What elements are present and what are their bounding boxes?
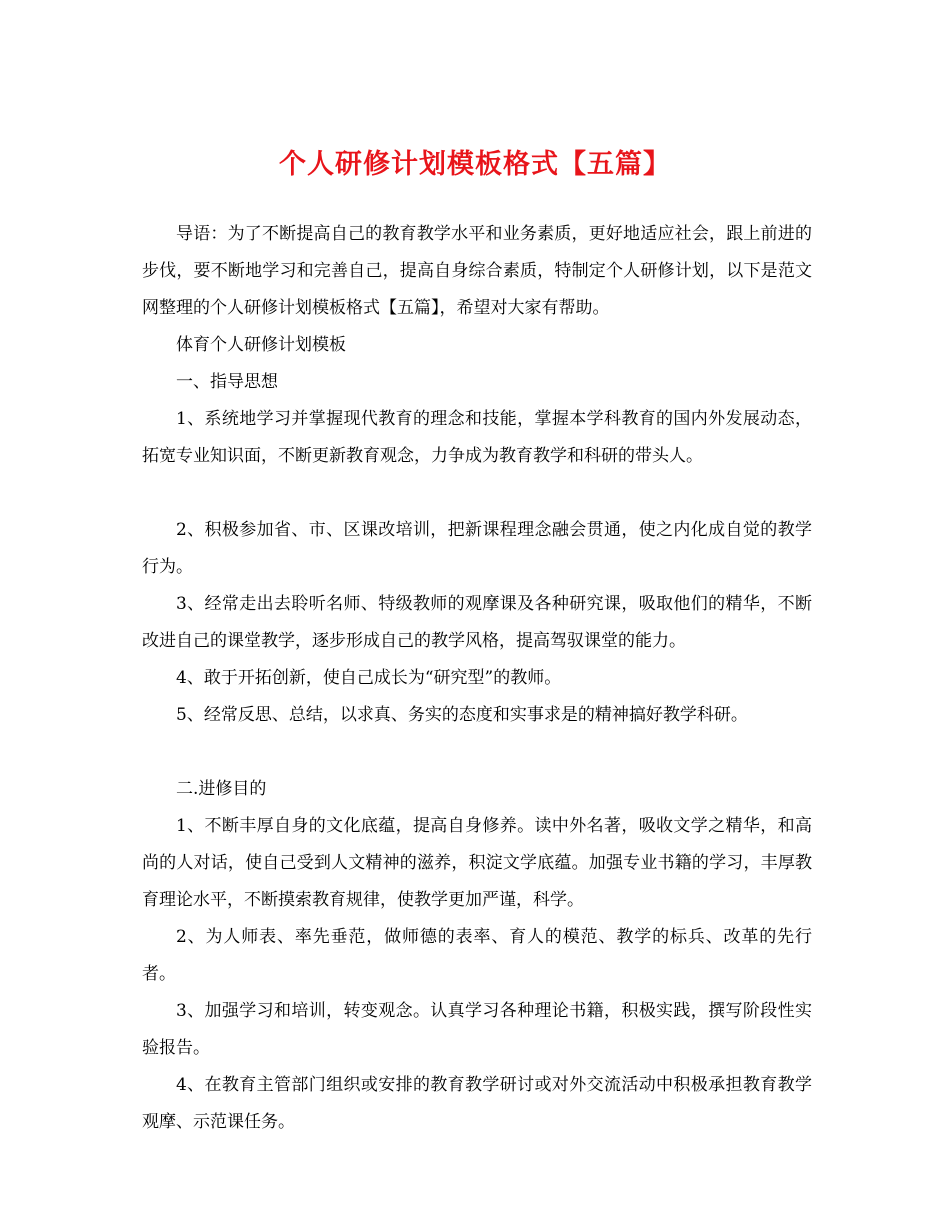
part2-heading: 二.进修目的 xyxy=(176,779,267,799)
part1-item-1: 1、系统地学习并掌握现代教育的理念和技能，掌握本学科教育的国内外发展动态，拓宽专业知识面，不断更新教育观念，力争成为教育教学和科研的带头人。 xyxy=(142,409,812,466)
section-title: 体育个人研修计划模板 xyxy=(176,335,346,355)
intro-paragraph: 导语：为了不断提高自己的教育教学水平和业务素质，更好地适应社会，跟上前进的步伐，要不断地学习和完善自己，提高自身综合素质，特制定个人研修计划，以下是范文网整理的个人研修计划模板格式【五篇】，希望对大家有帮助。 xyxy=(142,224,812,318)
part2-item-3: 3、加强学习和培训，转变观念。认真学习各种理论书籍，积极实践，撰写阶段性实验报告。 xyxy=(142,1001,812,1058)
document-title: 个人研修计划模板格式【五篇】 xyxy=(279,149,671,180)
part2-item-1: 1、不断丰厚自身的文化底蕴，提高自身修养。读中外名著，吸收文学之精华，和高尚的人对话，使自己受到人文精神的滋养，积淀文学底蕴。加强专业书籍的学习，丰厚教育理论水平，不断摸索教育规律，使教学更加严谨，科学。 xyxy=(142,816,812,910)
part1-item-2: 2、积极参加省、市、区课改培训，把新课程理念融会贯通，使之内化成自觉的教学行为。 xyxy=(142,520,812,577)
part1-heading: 一、指导思想 xyxy=(176,372,278,392)
part1-item-3: 3、经常走出去聆听名师、特级教师的观摩课及各种研究课，吸取他们的精华，不断改进自己的课堂教学，逐步形成自己的教学风格，提高驾驭课堂的能力。 xyxy=(142,594,812,651)
paragraph-gap xyxy=(142,734,812,771)
part2-item-2: 2、为人师表、率先垂范，做师德的表率、育人的模范、教学的标兵、改革的先行者。 xyxy=(142,927,812,984)
part1-item-4: 4、敢于开拓创新，使自己成长为“研究型”的教师。 xyxy=(176,668,562,688)
part2-item-4: 4、在教育主管部门组织或安排的教育教学研讨或对外交流活动中积极承担教育教学观摩、示范课任务。 xyxy=(142,1075,812,1132)
paragraph-gap xyxy=(142,475,812,512)
part1-item-5: 5、经常反思、总结，以求真、务实的态度和实事求是的精神搞好教学科研。 xyxy=(176,705,748,725)
document-body xyxy=(142,216,812,1141)
